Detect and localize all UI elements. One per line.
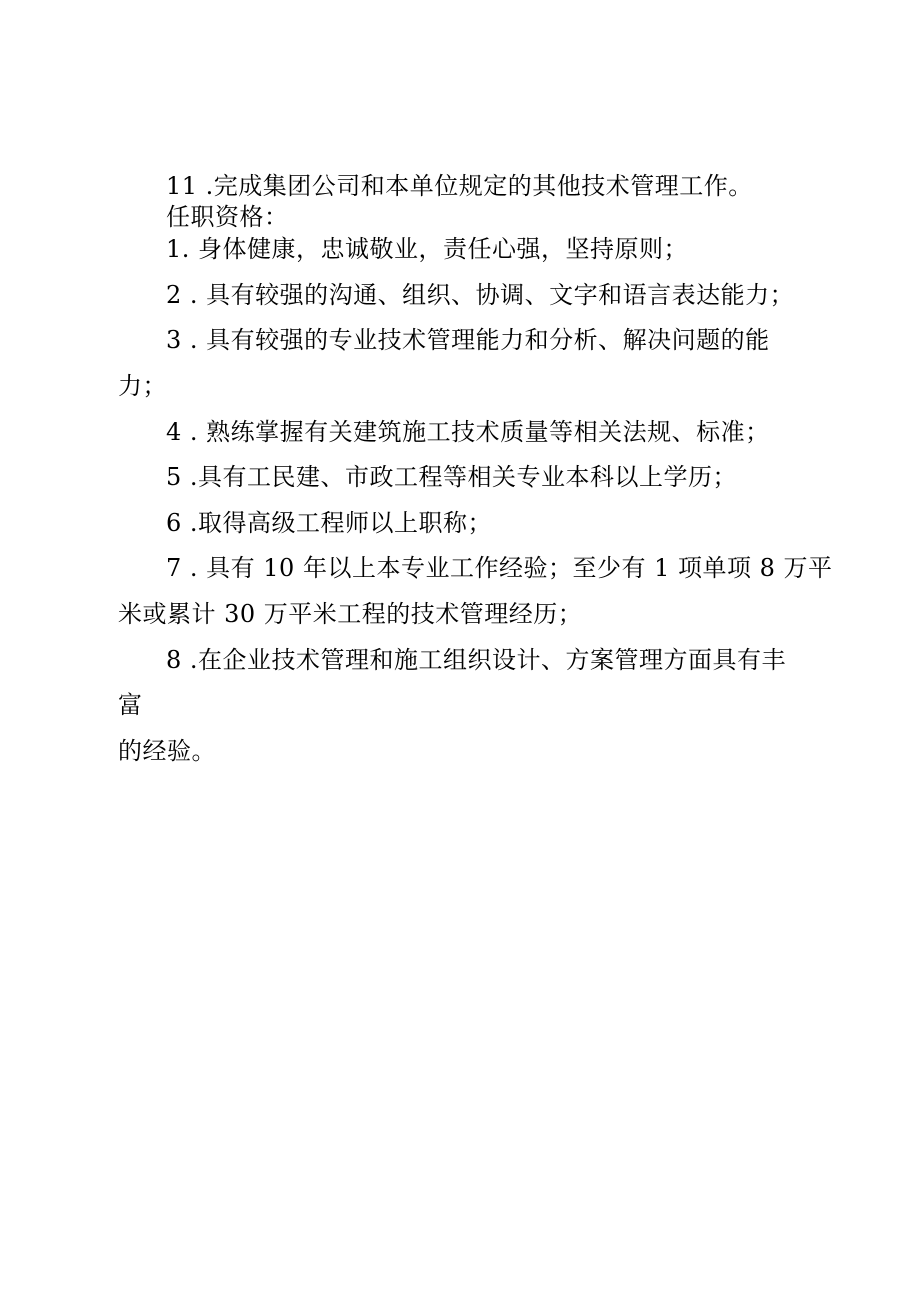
text-line-item-3-continued: 力； xyxy=(118,372,167,400)
text-line-item-8-end: 的经验。 xyxy=(118,737,216,765)
text-line-item-3: 3 . 具有较强的专业技术管理能力和分析、解决问题的能 xyxy=(166,326,770,354)
text-line-item-6: 6 .取得高级工程师以上职称； xyxy=(166,509,493,537)
text-line-item-7: 7 . 具有 10 年以上本专业工作经验；至少有 1 项单项 8 万平 xyxy=(166,554,833,582)
text-line-item-5: 5 .具有工民建、市政工程等相关专业本科以上学历； xyxy=(166,463,738,491)
text-line-item-4: 4 . 熟练掌握有关建筑施工技术质量等相关法规、标准； xyxy=(166,418,770,446)
text-line-item-2: 2 . 具有较强的沟通、组织、协调、文字和语言表达能力； xyxy=(166,281,795,309)
text-line-item-8-continued: 富 xyxy=(118,691,143,719)
text-line-item-11: 11 .完成集团公司和本单位规定的其他技术管理工作。 xyxy=(166,172,753,200)
text-line-item-8: 8 .在企业技术管理和施工组织设计、方案管理方面具有丰 xyxy=(166,646,787,674)
section-heading-qualifications: 任职资格： xyxy=(166,203,289,231)
text-line-item-1: 1. 身体健康，忠诚敬业，责任心强，坚持原则； xyxy=(166,235,689,263)
text-line-item-7-continued: 米或累计 30 万平米工程的技术管理经历； xyxy=(118,600,583,628)
